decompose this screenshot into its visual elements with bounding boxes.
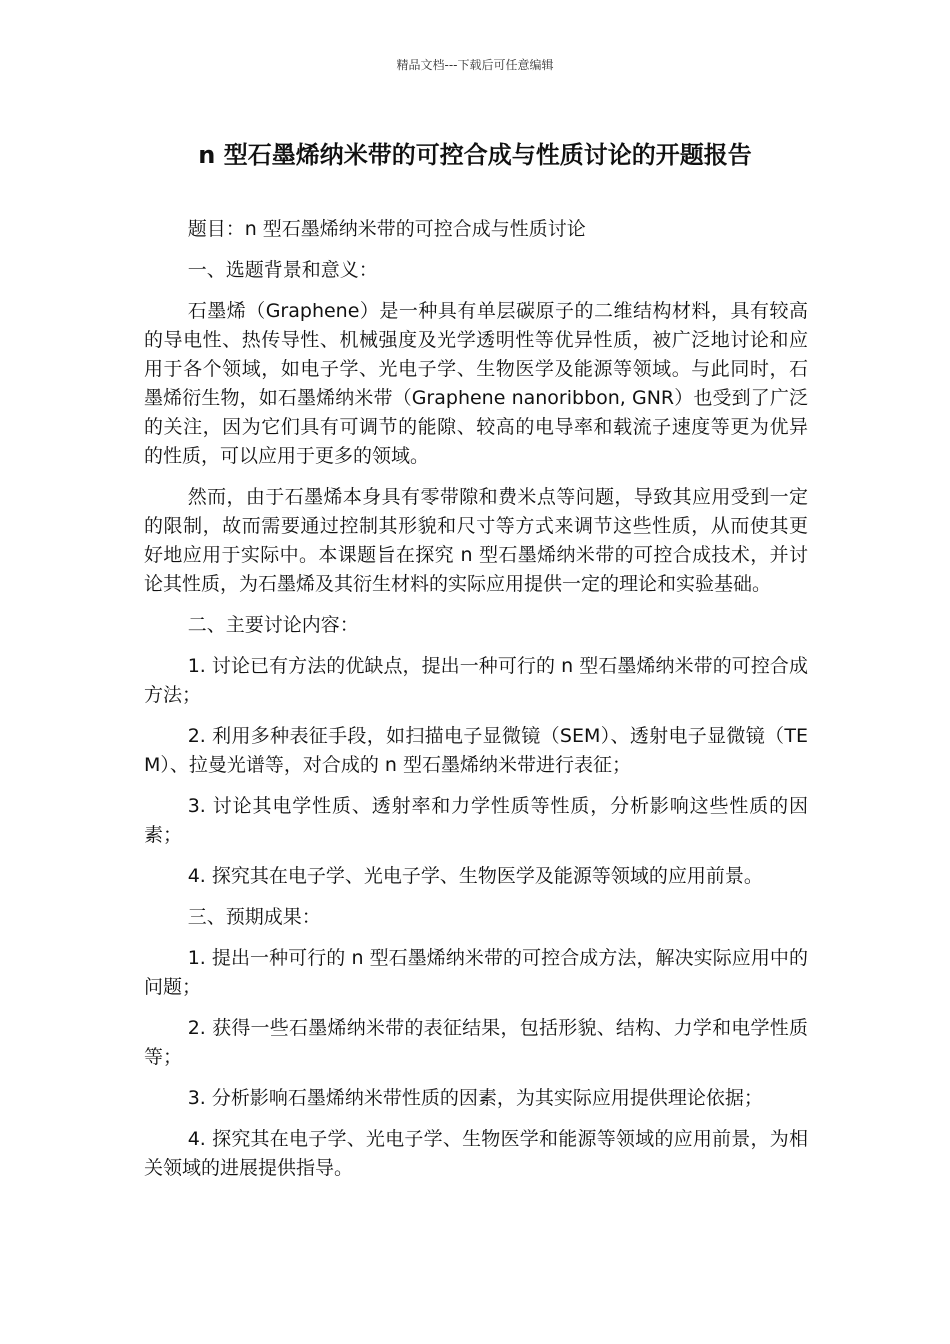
section-heading-content: 二、主要讨论内容： bbox=[187, 614, 359, 636]
outcome-item: 2. 获得一些石墨烯纳米带的表征结果，包括形貌、结构、力学和电学性质等； bbox=[144, 1017, 808, 1068]
background-paragraph-1: 石墨烯（Graphene）是一种具有单层碳原子的二维结构材料，具有较高的导电性、热传导性、机械强度及光学透明性等优异性质，被广泛地讨论和应用于各个领域，如电子学、光电子学、生物医学及能源等领域。与此同时，石墨烯衍生物，如石墨烯纳米带（Graphene nanoribbon, GNR）也受到了广泛的关注，因为它们具有可调节的能隙、较高的电导率和载流子速度等更为优异的性质，可以应用于更多的领域。 bbox=[144, 300, 808, 467]
document-body bbox=[144, 215, 808, 1195]
content-item: 4. 探究其在电子学、光电子学、生物医学及能源等领域的应用前景。 bbox=[187, 865, 763, 887]
section-heading-outcomes: 三、预期成果： bbox=[187, 906, 321, 928]
background-paragraph-2: 然而，由于石墨烯本身具有零带隙和费米点等问题，导致其应用受到一定的限制，故而需要通过控制其形貌和尺寸等方式来调节这些性质，从而使其更好地应用于实际中。本课题旨在探究 n 型石墨烯纳米带的可控合成技术，并讨论其性质，为石墨烯及其衍生材料的实际应用提供一定的理论和实验基础。 bbox=[144, 486, 808, 595]
outcome-item: 4. 探究其在电子学、光电子学、生物医学和能源等领域的应用前景，为相关领域的进展提供指导。 bbox=[144, 1128, 808, 1179]
content-item: 3. 讨论其电学性质、透射率和力学性质等性质，分析影响这些性质的因素； bbox=[144, 795, 808, 846]
content-item: 1. 讨论已有方法的优缺点，提出一种可行的 n 型石墨烯纳米带的可控合成方法； bbox=[144, 655, 808, 706]
document-title: n 型石墨烯纳米带的可控合成与性质讨论的开题报告 bbox=[198, 141, 752, 169]
topic-line: 题目：n 型石墨烯纳米带的可控合成与性质讨论 bbox=[187, 218, 586, 240]
outcome-item: 3. 分析影响石墨烯纳米带性质的因素，为其实际应用提供理论依据； bbox=[187, 1087, 763, 1109]
outcome-item: 1. 提出一种可行的 n 型石墨烯纳米带的可控合成方法，解决实际应用中的问题； bbox=[144, 947, 808, 998]
content-item: 2. 利用多种表征手段，如扫描电子显微镜（SEM）、透射电子显微镜（TEM）、拉曼光谱等，对合成的 n 型石墨烯纳米带进行表征； bbox=[144, 725, 808, 776]
section-heading-background: 一、选题背景和意义： bbox=[187, 259, 378, 281]
page-header-watermark: 精品文档---下载后可任意编辑 bbox=[396, 58, 554, 72]
